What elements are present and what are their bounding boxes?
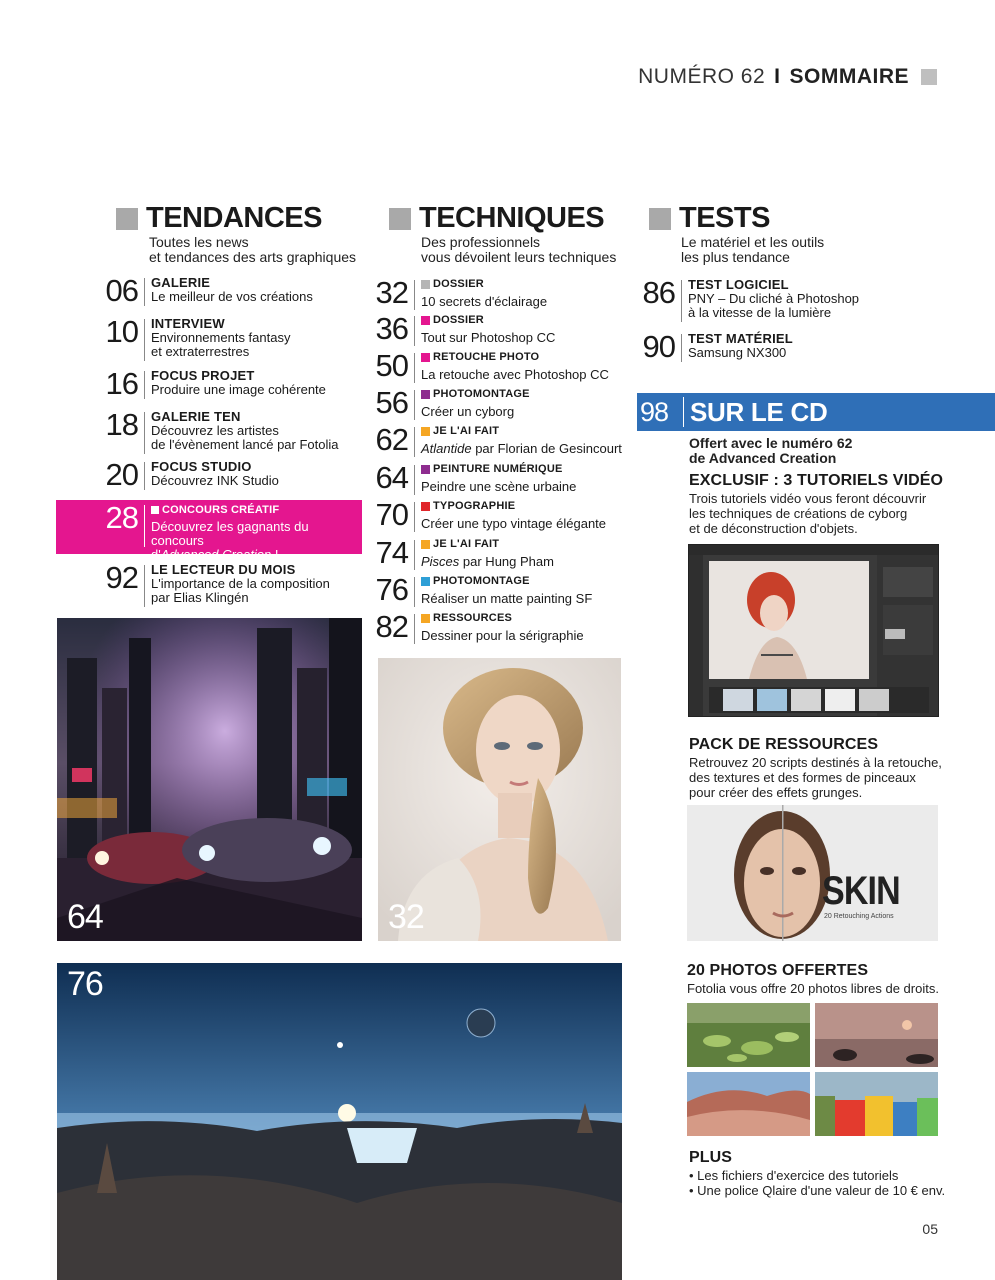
toc-entry-16[interactable] xyxy=(100,366,326,401)
city-racing-image[interactable] xyxy=(57,618,362,941)
entry-title: 10 secrets d'éclairage xyxy=(421,294,548,309)
divider xyxy=(683,397,684,427)
techniques-subtitle-2: vous dévoilent leurs techniques xyxy=(421,249,617,265)
highlight-entry-28[interactable] xyxy=(56,500,362,562)
lilypad-illustration xyxy=(687,1003,810,1067)
techniques-title: TECHNIQUES xyxy=(419,202,605,234)
category-square-icon xyxy=(421,316,430,325)
exclusive-line: et de déconstruction d'objets. xyxy=(689,521,858,536)
cd-page-number: 98 xyxy=(640,396,669,427)
page-number: 92 xyxy=(105,560,138,595)
section-title: SOMMAIRE xyxy=(789,65,909,88)
entry-desc: Le meilleur de vos créations xyxy=(151,289,313,304)
toc-entry-92[interactable] xyxy=(100,560,330,607)
cd-title: SUR LE CD xyxy=(690,396,828,427)
entry-label: TEST MATÉRIEL xyxy=(688,331,793,346)
tendances-title: TENDANCES xyxy=(146,202,322,234)
skin-pack-image[interactable] xyxy=(687,805,938,941)
category-square-icon xyxy=(421,614,430,623)
toc-entry-64[interactable] xyxy=(374,460,636,500)
exclusive-line: Trois tutoriels vidéo vous feront découvrir xyxy=(689,491,927,506)
entry-desc: Découvrez les artistes xyxy=(151,423,279,438)
divider xyxy=(414,540,415,570)
toc-entry-32[interactable] xyxy=(374,275,636,314)
photos-desc: Fotolia vous offre 20 photos libres de droits. xyxy=(687,981,939,996)
category-square-icon xyxy=(421,427,430,436)
square-icon xyxy=(649,208,671,230)
page-number: 76 xyxy=(375,572,408,607)
plus-list xyxy=(689,1168,945,1198)
toc-entry-82[interactable] xyxy=(374,609,636,649)
divider xyxy=(414,502,415,532)
toc-entry-86[interactable] xyxy=(639,275,860,322)
category-square-icon xyxy=(421,280,430,289)
entry-title: Dessiner pour la sérigraphie xyxy=(421,628,584,643)
entry-desc: Samsung NX300 xyxy=(688,345,787,360)
tendances-header xyxy=(116,203,356,265)
entry-desc-italic: Advanced Creation xyxy=(160,547,272,562)
plus-item: • Une police Qlaire d'une valeur de 10 € env. xyxy=(689,1183,946,1198)
divider xyxy=(144,278,145,306)
toc-entry-62[interactable] xyxy=(374,422,636,463)
portrait-image[interactable] xyxy=(378,658,621,941)
divider xyxy=(144,319,145,361)
toc-entry-06[interactable] xyxy=(100,273,313,308)
entry-title-italic: Atlantide xyxy=(421,441,472,456)
divider xyxy=(414,316,415,346)
entry-desc-prefix: d' xyxy=(151,547,161,562)
page-number: 50 xyxy=(375,348,408,383)
entry-title: La retouche avec Photoshop CC xyxy=(421,367,609,382)
page-number: 32 xyxy=(375,275,408,310)
skin-subtitle: 20 Retouching Actions xyxy=(824,913,894,920)
space-illustration xyxy=(57,963,622,1280)
pack-line: pour créer des effets grunges. xyxy=(689,785,863,800)
pack-line: des textures et des formes de pinceaux xyxy=(689,770,916,785)
page-number: 74 xyxy=(375,535,408,570)
tests-subtitle-2: les plus tendance xyxy=(681,249,790,265)
entry-desc: Découvrez les gagnants du concours xyxy=(151,519,309,548)
entry-title: par Hung Pham xyxy=(459,554,554,569)
entry-label: CONCOURS CRÉATIF xyxy=(162,504,280,516)
toc-entry-56[interactable] xyxy=(374,385,636,425)
plus-title: PLUS xyxy=(689,1149,733,1166)
page-number: 56 xyxy=(375,385,408,420)
entry-desc-suffix: ! xyxy=(271,547,279,562)
cd-offer xyxy=(689,436,852,466)
category-label: DOSSIER xyxy=(433,314,484,326)
pack-line: Retrouvez 20 scripts destinés à la retouche, xyxy=(689,755,942,770)
tendances-subtitle-2: et tendances des arts graphiques xyxy=(149,249,357,265)
divider xyxy=(414,465,415,495)
entry-title: Tout sur Photoshop CC xyxy=(421,330,556,345)
category-label: PEINTURE NUMÉRIQUE xyxy=(433,463,563,475)
category-label: PHOTOMONTAGE xyxy=(433,388,530,400)
page-number: 18 xyxy=(105,407,138,442)
city-illustration xyxy=(57,618,362,941)
category-square-icon xyxy=(421,465,430,474)
entry-title: Créer un cyborg xyxy=(421,404,515,419)
entry-desc: Découvrez INK Studio xyxy=(151,473,279,488)
entry-title: Peindre une scène urbaine xyxy=(421,479,577,494)
techniques-list xyxy=(374,275,636,649)
category-label: JE L'AI FAIT xyxy=(433,538,500,550)
page-number: 28 xyxy=(105,500,138,535)
entry-desc: à la vitesse de la lumière xyxy=(688,305,832,320)
cd-offer-line-2: de Advanced Creation xyxy=(689,450,837,466)
divider xyxy=(414,614,415,644)
tests-header xyxy=(649,203,824,265)
category-square-icon xyxy=(421,390,430,399)
sunset-illustration xyxy=(815,1003,938,1067)
issue-header xyxy=(638,62,937,92)
page-number: 62 xyxy=(375,422,408,457)
cd-banner[interactable] xyxy=(637,393,995,431)
entry-desc: de l'évènement lancé par Fotolia xyxy=(151,437,339,452)
pack-desc xyxy=(689,755,942,800)
entry-title: Réaliser un matte painting SF xyxy=(421,591,593,606)
entry-desc: Produire une image cohérente xyxy=(151,382,326,397)
square-icon xyxy=(389,208,411,230)
cd-offer-line-1: Offert avec le numéro 62 xyxy=(689,435,853,451)
category-label: JE L'AI FAIT xyxy=(433,425,500,437)
entry-label: GALERIE TEN xyxy=(151,409,241,424)
category-square-icon xyxy=(421,353,430,362)
toc-entry-90[interactable] xyxy=(639,329,793,364)
photo-thumb-sunset[interactable] xyxy=(815,1003,938,1067)
entry-label: TEST LOGICIEL xyxy=(688,277,789,292)
pack-title: PACK DE RESSOURCES xyxy=(689,736,879,753)
toc-entry-36[interactable] xyxy=(374,311,636,351)
entry-label: GALERIE xyxy=(151,275,211,290)
divider xyxy=(681,280,682,322)
divider xyxy=(414,427,415,457)
tendances-subtitle-1: Toutes les news xyxy=(149,234,249,250)
photo-page-number: 76 xyxy=(67,965,103,1003)
photo-thumb-lilypads[interactable] xyxy=(687,1003,810,1067)
entry-desc: PNY – Du cliché à Photoshop xyxy=(688,291,860,306)
category-label: DOSSIER xyxy=(433,278,484,290)
skin-logo: SKIN xyxy=(822,869,900,913)
photos-title: 20 PHOTOS OFFERTES xyxy=(687,962,869,979)
photo-thumb-houses[interactable] xyxy=(815,1072,938,1136)
page-number: 06 xyxy=(105,273,138,308)
plus-item: • Les fichiers d'exercice des tutoriels xyxy=(689,1168,899,1183)
entry-label: INTERVIEW xyxy=(151,316,225,331)
page-number: 36 xyxy=(375,311,408,346)
entry-label: FOCUS STUDIO xyxy=(151,459,252,474)
exclusive-line: les techniques de créations de cyborg xyxy=(689,506,908,521)
divider xyxy=(144,565,145,607)
toc-entry-76[interactable] xyxy=(374,572,636,612)
category-square-icon xyxy=(421,577,430,586)
exclusive-desc xyxy=(689,491,926,536)
category-label: PHOTOMONTAGE xyxy=(433,575,530,587)
page-number: 86 xyxy=(642,275,675,310)
divider xyxy=(144,371,145,399)
toc-entry-74[interactable] xyxy=(374,535,636,575)
entry-desc: L'importance de la composition xyxy=(151,576,330,591)
category-label: RESSOURCES xyxy=(433,612,513,624)
entry-desc: par Elias Klingén xyxy=(151,590,249,605)
divider xyxy=(414,280,415,310)
page-number: 16 xyxy=(105,366,138,401)
header-separator: I xyxy=(774,65,781,88)
entry-title: par Florian de Gesincourt xyxy=(471,441,622,456)
photo-page-number: 64 xyxy=(67,898,103,936)
category-square-icon xyxy=(421,502,430,511)
category-square-icon xyxy=(421,540,430,549)
page-number-footer: 05 xyxy=(922,1221,938,1237)
photo-thumb-desert[interactable] xyxy=(687,1072,810,1136)
photoshop-illustration xyxy=(689,545,938,716)
entry-label: LE LECTEUR DU MOIS xyxy=(151,562,296,577)
entry-title: Créer une typo vintage élégante xyxy=(421,516,607,531)
divider xyxy=(144,505,145,547)
page-number: 90 xyxy=(642,329,675,364)
page-number: 10 xyxy=(105,314,138,349)
page-number: 82 xyxy=(375,609,408,644)
photo-page-number: 32 xyxy=(388,898,424,936)
toc-entry-10[interactable] xyxy=(100,314,291,361)
square-icon xyxy=(116,208,138,230)
houses-illustration xyxy=(815,1072,938,1136)
page-number: 70 xyxy=(375,497,408,532)
divider xyxy=(144,412,145,454)
category-label: RETOUCHE PHOTO xyxy=(433,351,540,363)
toc-entry-70[interactable] xyxy=(374,497,636,538)
techniques-header xyxy=(389,203,616,265)
entry-title-italic: Pisces xyxy=(421,554,460,569)
divider xyxy=(414,390,415,420)
techniques-subtitle-1: Des professionnels xyxy=(421,234,541,250)
square-icon xyxy=(151,506,159,514)
entry-desc: et extraterrestres xyxy=(151,344,250,359)
face-illustration xyxy=(687,805,938,941)
tutorial-screenshot[interactable] xyxy=(688,544,939,717)
tests-subtitle-1: Le matériel et les outils xyxy=(681,234,825,250)
entry-label: FOCUS PROJET xyxy=(151,368,255,383)
entry-desc: Environnements fantasy xyxy=(151,330,291,345)
header-square-icon xyxy=(921,69,937,85)
page-number: 20 xyxy=(105,457,138,492)
issue-number: NUMÉRO 62 xyxy=(638,65,766,88)
toc-entry-20[interactable] xyxy=(100,457,279,492)
tests-title: TESTS xyxy=(679,202,770,234)
exclusive-title: EXCLUSIF : 3 TUTORIELS VIDÉO xyxy=(689,472,944,489)
divider xyxy=(414,577,415,607)
space-panorama-image[interactable] xyxy=(57,963,622,1280)
divider xyxy=(414,353,415,383)
category-label: TYPOGRAPHIE xyxy=(433,500,516,512)
toc-entry-50[interactable] xyxy=(374,348,636,388)
toc-entry-18[interactable] xyxy=(100,407,339,454)
divider xyxy=(681,334,682,362)
desert-illustration xyxy=(687,1072,810,1136)
divider xyxy=(144,462,145,490)
page-number: 64 xyxy=(375,460,408,495)
